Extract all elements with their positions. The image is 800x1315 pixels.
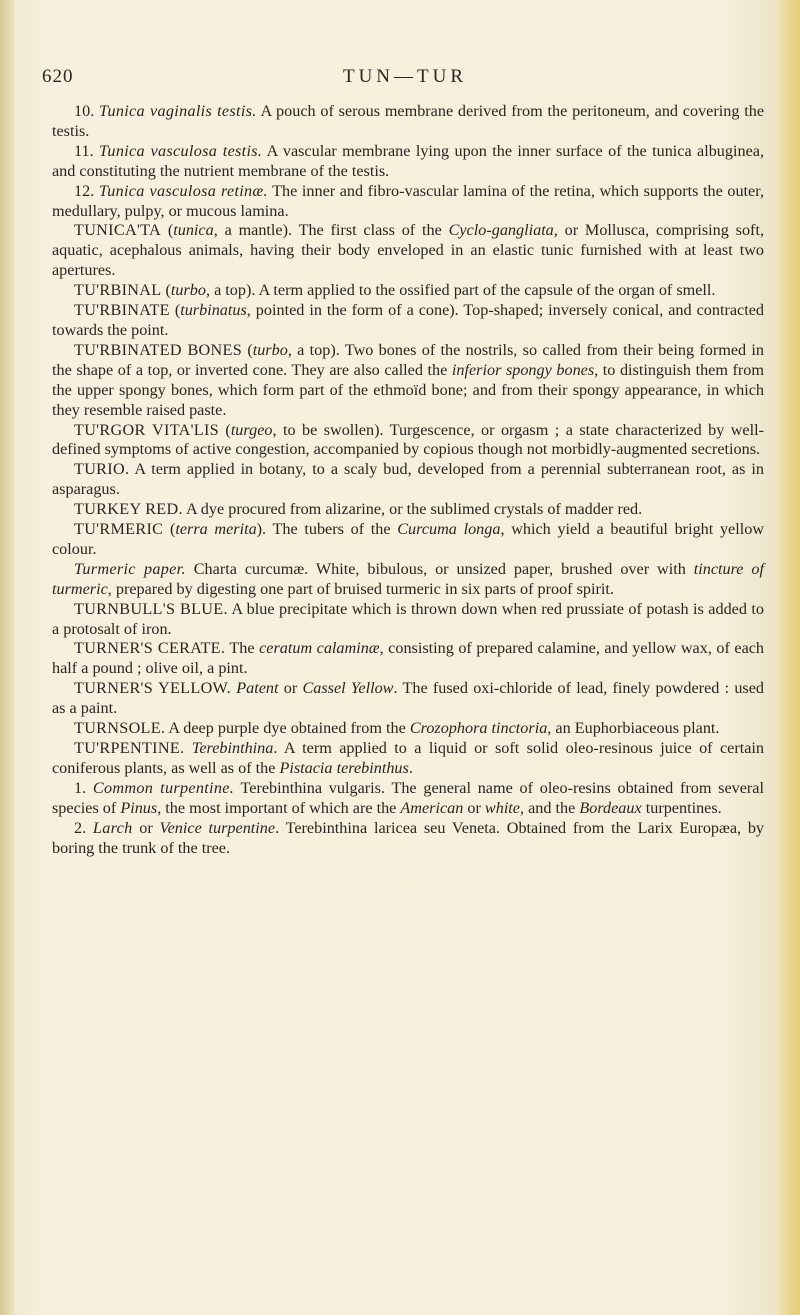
entry-definition-text: , the most important of which are the xyxy=(157,798,401,817)
entry-term: Tunica vasculosa retinæ. xyxy=(98,181,268,200)
entry-term: TURNER'S CERATE. xyxy=(74,639,226,658)
entry-definition-italic: Cassel Yellow xyxy=(302,679,394,698)
entry-definition-italic: turbinatus xyxy=(180,301,247,320)
dictionary-entry xyxy=(52,779,764,819)
entry-definition-text: turpentines. xyxy=(641,798,722,817)
entry-definition: A vascular membrane lying upon the inner surface of the tunica albuginea, and constituting the nutrient membrane of the testis. xyxy=(52,141,764,180)
entry-definition-text: or xyxy=(463,798,485,817)
entry-definition-italic: Curcuma longa xyxy=(397,520,501,539)
entry-definition-text xyxy=(184,739,191,757)
entry-definition-text: , an Euphorbiaceous plant. xyxy=(547,719,720,738)
dictionary-entry xyxy=(52,341,764,421)
entry-definition-italic: inferior spongy bones xyxy=(451,360,595,379)
entry-definition-italic: Terebinthina xyxy=(191,739,274,757)
dictionary-entry xyxy=(52,639,764,679)
entry-definition-text: ( xyxy=(169,301,181,320)
entry-definition-text: A blue precipitate which is thrown down when red prussiate of potash is added to a protosalt of iron. xyxy=(52,599,765,638)
entry-definition-italic: white xyxy=(484,798,520,817)
entry-definition-text: , prepared by digesting one part of bruised turmeric in six parts of proof spirit. xyxy=(107,579,614,598)
entry-definition: The inner and fibro-vascular lamina of the retina, which supports the outer, medullary, pulpy, or mucous lamina. xyxy=(52,181,765,220)
entry-definition-italic: American xyxy=(400,798,464,817)
entry-term: TU'RGOR VITA'LIS xyxy=(74,420,219,439)
page-header xyxy=(40,66,770,90)
entry-definition-text: , a mantle). The first class of the xyxy=(213,221,449,240)
entry-definition-text: , a top). A term applied to the ossified part of the capsule of the organ of smell. xyxy=(205,281,716,300)
entry-definition-text: ( xyxy=(218,420,231,439)
entry-number: 11. xyxy=(74,141,100,160)
entry-number: 10. xyxy=(74,102,100,120)
entry-definition-italic: ceratum calaminæ xyxy=(259,639,380,658)
page-gutter-left xyxy=(0,0,14,1315)
entry-term: Tunica vasculosa testis. xyxy=(99,141,263,160)
dictionary-entry xyxy=(52,102,764,142)
dictionary-entry xyxy=(52,301,764,341)
entry-definition-text: A deep purple dye obtained from the xyxy=(165,719,410,738)
entry-term: TU'RBINATED BONES xyxy=(74,340,243,359)
page-edge-right xyxy=(774,0,800,1315)
dictionary-entry xyxy=(52,460,764,500)
entry-term: TU'RPENTINE. xyxy=(74,739,185,757)
entry-definition-text: , to distinguish them from the upper spongy bones, which form part of the ethmoïd bone; and from their spongy appearance, in which they resemble raised paste. xyxy=(52,360,764,419)
dictionary-entry xyxy=(52,221,764,281)
entry-definition-italic: turbo xyxy=(252,340,288,359)
entry-term: TU'RBINAL xyxy=(74,281,162,300)
entry-definition-text: ( xyxy=(242,340,253,359)
dictionary-entry xyxy=(52,819,764,859)
entry-definition-text: , to be swollen). Turgescence, or orgasm ; a state characterized by well-defined symptoms of active congestion, accompanied by copious though not morbidly-augmented secretions. xyxy=(52,420,764,459)
entry-term: TU'RMERIC xyxy=(74,520,164,539)
dictionary-entry xyxy=(52,142,764,182)
entry-number: 1. xyxy=(74,778,93,797)
entry-definition-italic: tincture of turmeric xyxy=(52,559,764,598)
entry-definition-text: A dye procured from alizarine, or the sublimed crystals of madder red. xyxy=(182,500,643,519)
dictionary-entry xyxy=(52,182,764,222)
entry-definition-italic: turbo xyxy=(170,281,206,300)
dictionary-entry xyxy=(52,520,764,560)
entry-term: Larch xyxy=(92,818,133,837)
entry-definition-text: . Terebinthina laricea seu Veneta. Obtained from the Larix Europæa, by boring the trunk of the tree. xyxy=(52,818,765,857)
entry-definition-text: or xyxy=(278,679,303,698)
entry-definition-text: A term applied in botany, to a scaly bud, developed from a perennial subterranean root, as in asparagus. xyxy=(52,460,764,499)
entry-definition-text: . The fused oxi-chloride of lead, finely powdered : used as a paint. xyxy=(52,679,764,718)
entry-definition-italic: turgeo xyxy=(230,420,273,439)
entry-definition-text: . xyxy=(408,758,413,777)
dictionary-entry xyxy=(52,719,764,739)
dictionary-entry xyxy=(52,560,764,600)
entry-number: 2. xyxy=(74,818,93,837)
entry-definition-italic: Pistacia terebinthus xyxy=(279,758,409,777)
entry-term: TURNER'S YELLOW. xyxy=(74,679,231,698)
entry-term: Tunica vaginalis testis. xyxy=(99,102,257,120)
dictionary-entry xyxy=(52,739,764,779)
dictionary-entry xyxy=(52,281,764,301)
entry-definition-text: ). The tubers of the xyxy=(256,520,398,539)
entry-term: TUNICA'TA xyxy=(74,221,162,240)
dictionary-entry xyxy=(52,421,764,461)
entry-term: TURNSOLE. xyxy=(74,719,166,738)
entry-term: TU'RBINATE xyxy=(74,301,170,320)
running-head: TUN—TUR xyxy=(342,66,468,87)
entry-definition-text: or xyxy=(132,818,160,837)
entry-term: TURKEY RED. xyxy=(74,500,183,519)
entry-definition-text: , consisting of prepared calamine, and yellow wax, of each half a pound ; olive oil, a pint. xyxy=(52,639,765,678)
entry-term: Common turpentine. xyxy=(92,778,235,797)
entry-definition-text: Charta curcumæ. White, bibulous, or unsized paper, brushed over with xyxy=(185,559,694,578)
entry-definition-italic: Cyclo-gangliata xyxy=(448,221,554,240)
entry-definition-text: , a top). Two bones of the nostrils, so called from their being formed in the shape of a top, or inverted cone. They are also called the xyxy=(52,340,764,379)
entry-term: TURNBULL'S BLUE. xyxy=(74,599,228,618)
entry-definition-text: , which yield a beautiful bright yellow colour. xyxy=(52,520,765,558)
entry-definition-italic: Patent xyxy=(236,679,279,698)
entry-definition-text: ( xyxy=(161,221,174,240)
entry-definition-text: ( xyxy=(161,281,171,300)
entry-definition-italic: Bordeaux xyxy=(579,798,642,817)
entry-definition-text: . A term applied to a liquid or soft solid oleo-resinous juice of certain coniferous plants, as well as of the xyxy=(52,739,765,777)
entry-definition-text: , or Mollusca, comprising soft, aquatic, acephalous animals, having their body enveloped in an elastic tunic furnished with at least two apertures. xyxy=(52,221,764,280)
entry-definition-text: Terebinthina vulgaris. The general name of oleo-resins obtained from several species of xyxy=(52,778,764,817)
entry-term: Turmeric paper. xyxy=(74,559,186,578)
dictionary-entry xyxy=(52,600,764,640)
entry-definition-text: , pointed in the form of a cone). Top-shaped; inversely conical, and contracted towards the point. xyxy=(52,301,764,339)
entry-definition: A pouch of serous membrane derived from the peritoneum, and covering the testis. xyxy=(52,102,765,140)
entry-definition-italic: tunica xyxy=(173,221,214,240)
dictionary-entry xyxy=(52,679,764,719)
entry-term: TURIO. xyxy=(74,460,130,479)
page-number: 620 xyxy=(42,66,74,87)
entry-definition-italic: Venice turpentine xyxy=(159,818,276,837)
entry-definition-text: , and the xyxy=(520,798,580,817)
dictionary-entry xyxy=(52,500,764,520)
entry-number: 12. xyxy=(74,181,99,200)
entry-definition-text: ( xyxy=(163,520,176,539)
entry-definition-italic: Pinus xyxy=(120,798,158,817)
dictionary-entries xyxy=(52,102,764,858)
entry-definition-text: The xyxy=(225,639,260,658)
entry-definition-italic: terra merita xyxy=(175,520,257,539)
entry-definition-italic: Crozophora tinctoria xyxy=(409,719,548,738)
